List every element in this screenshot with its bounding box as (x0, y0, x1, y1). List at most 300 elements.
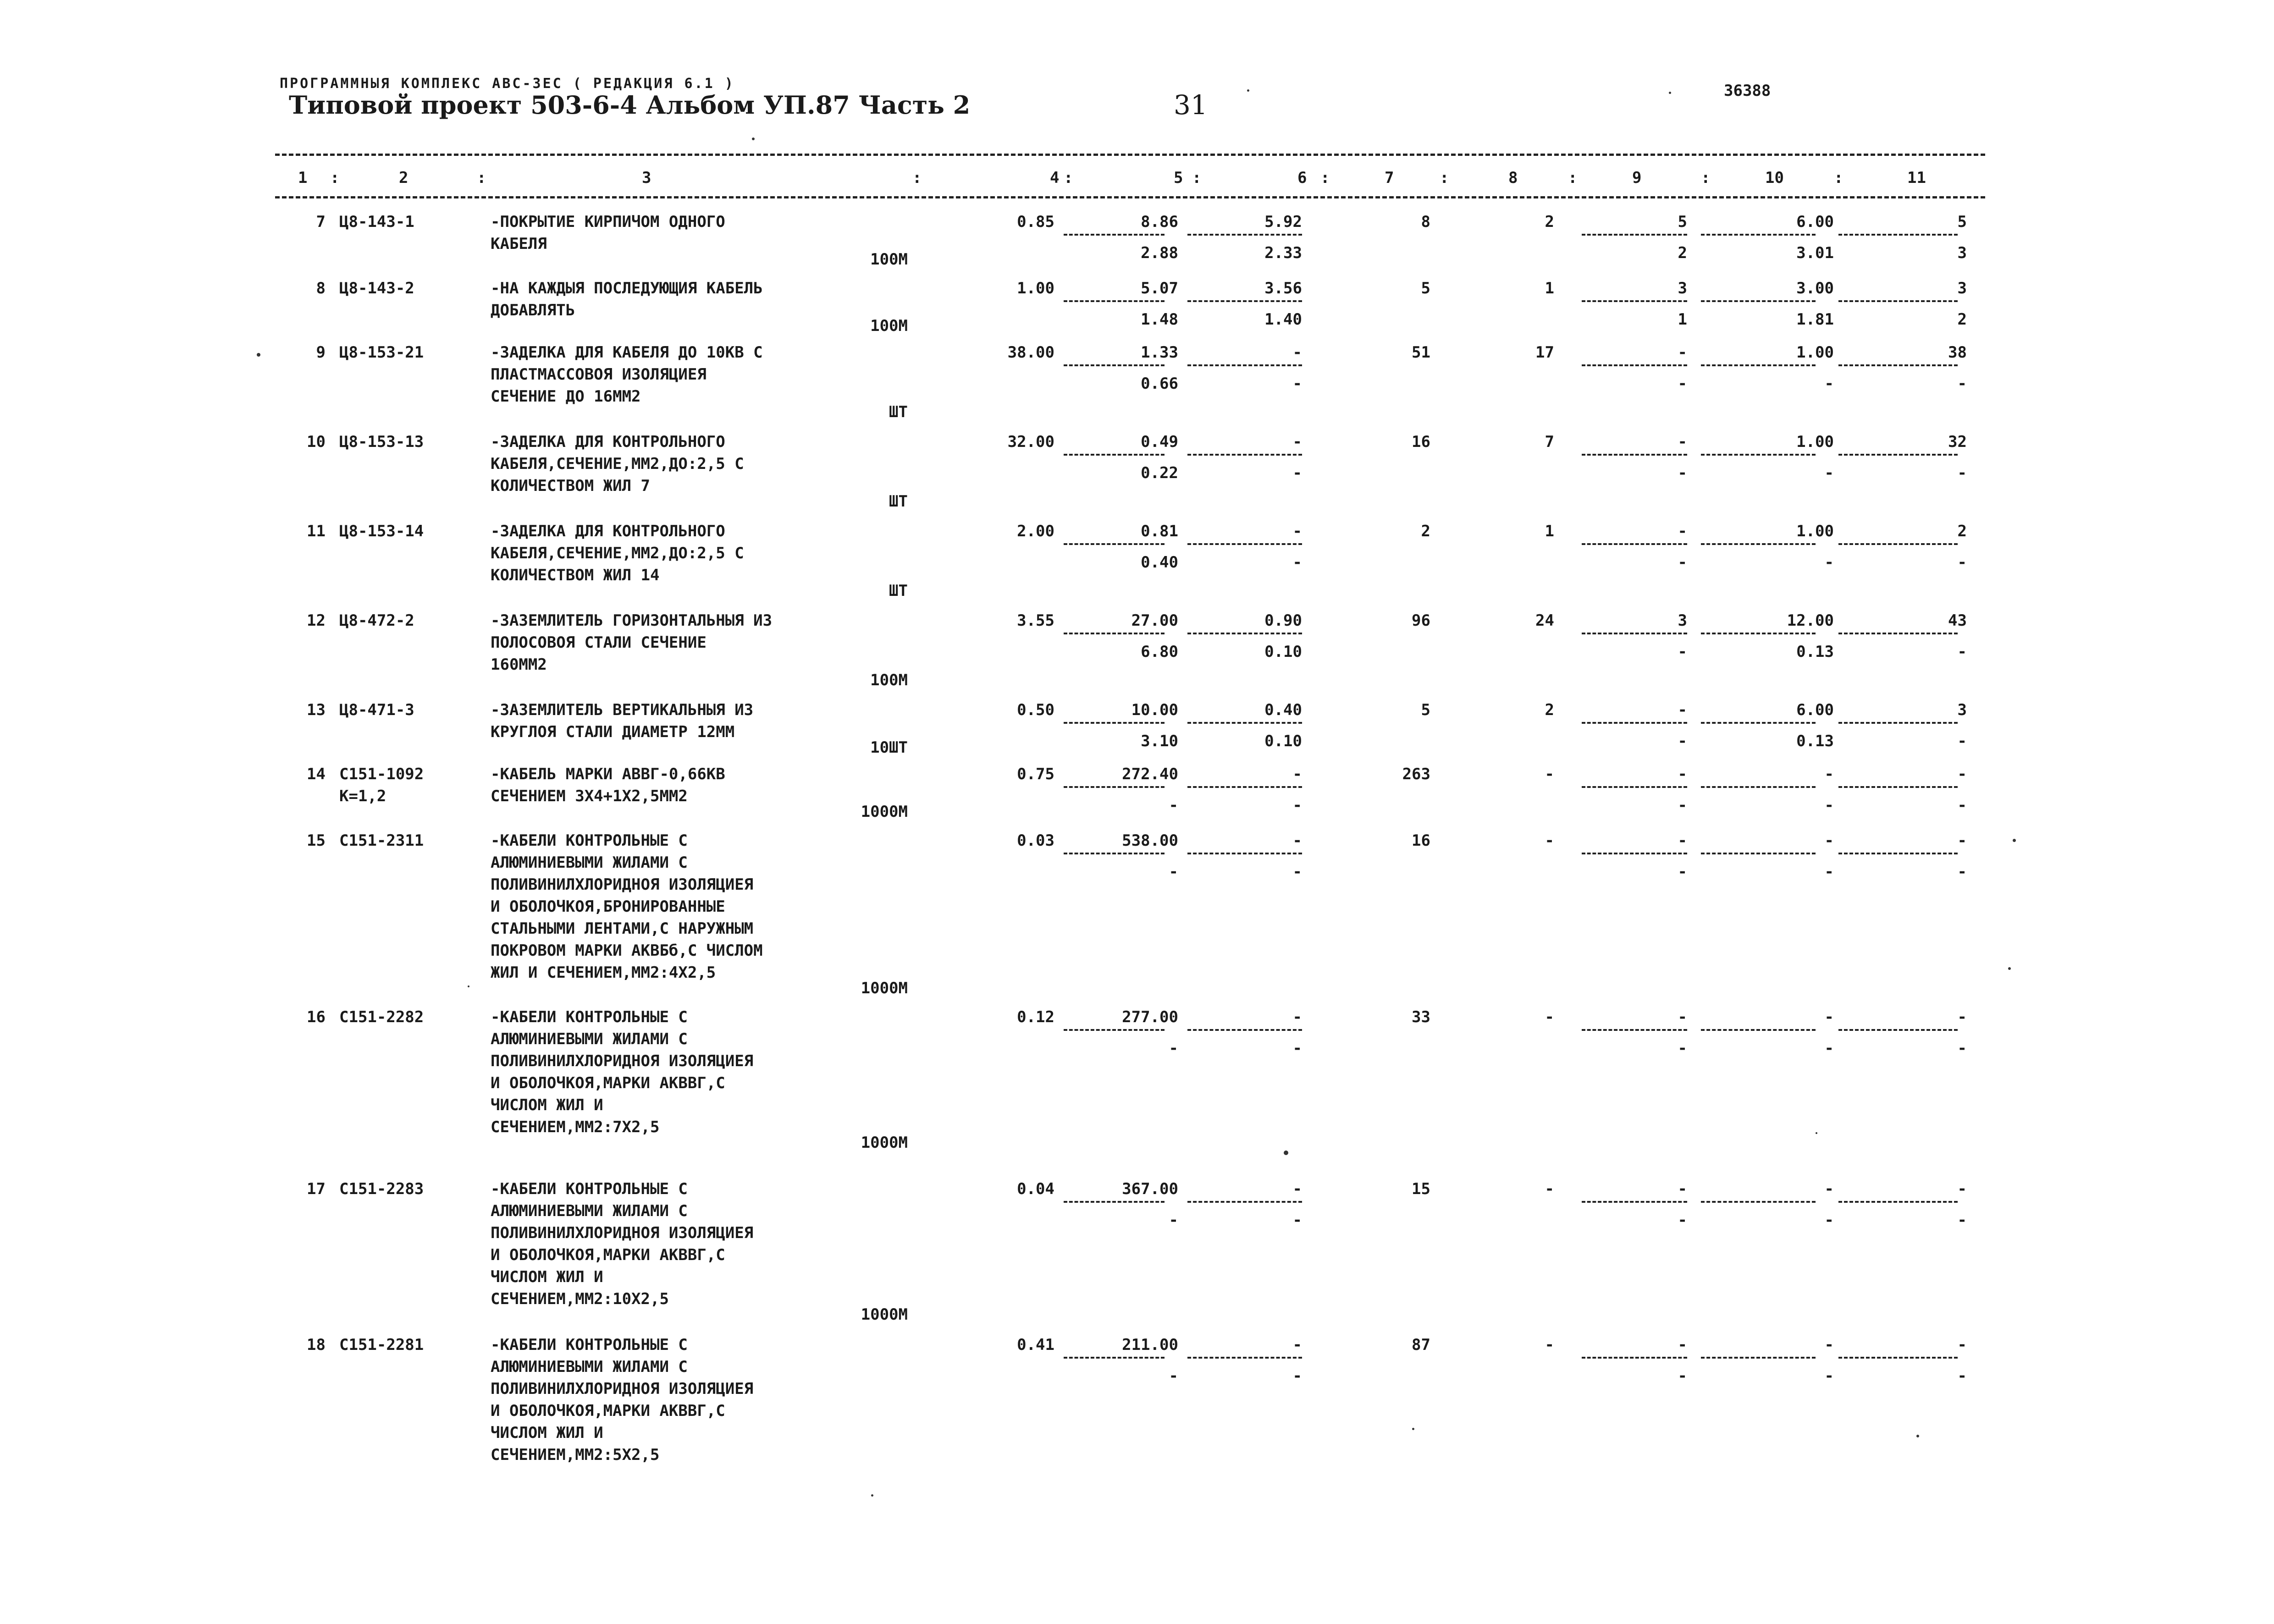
column-separator: : (477, 169, 486, 187)
work-description-line: ЖИЛ И СЕЧЕНИЕМ,ММ2:4Х2,5 (491, 963, 716, 982)
col5-value-lower: 6.80 (1141, 643, 1178, 661)
value-divider (1701, 1029, 1816, 1031)
work-description-line: -КАБЕЛИ КОНТРОЛЬНЫЕ С (491, 1008, 688, 1026)
col6-value: - (1292, 765, 1302, 783)
col7-value: 5 (1421, 701, 1430, 719)
col11-value: 2 (1957, 522, 1967, 540)
value-divider (1701, 853, 1816, 854)
col5-value: 277.00 (1122, 1008, 1178, 1026)
unit-of-measure: ШТ (889, 492, 908, 511)
quantity-value: 0.50 (1017, 701, 1054, 719)
col6-value: 0.40 (1264, 701, 1302, 719)
col8-value: - (1545, 1336, 1554, 1354)
work-description-line: ПОЛОСОВОЯ СТАЛИ СЕЧЕНИЕ (491, 633, 706, 652)
work-description-line: ПОЛИВИНИЛХЛОРИДНОЯ ИЗОЛЯЦИЕЯ (491, 1380, 754, 1398)
col6-value-lower: 0.10 (1264, 643, 1302, 661)
col10-value: 1.00 (1796, 343, 1834, 362)
value-divider (1701, 633, 1816, 634)
column-header-5: 5 (1174, 169, 1183, 187)
col6-value: - (1292, 522, 1302, 540)
col11-value: 3 (1957, 279, 1967, 297)
unit-of-measure: 1000М (861, 1134, 908, 1152)
col5-value-lower: 0.22 (1141, 464, 1178, 482)
col6-value: 0.90 (1264, 611, 1302, 630)
norm-code: Ц8-143-1 (339, 213, 414, 231)
work-description-line: СЕЧЕНИЕМ,ММ2:7Х2,5 (491, 1118, 660, 1136)
col9-value: - (1678, 701, 1687, 719)
row-number: 13 (307, 701, 326, 719)
col9-value-lower: - (1678, 796, 1687, 815)
norm-code: С151-1092 (339, 765, 424, 783)
work-description-line: -ЗАДЕЛКА ДЛЯ КОНТРОЛЬНОГО (491, 433, 725, 451)
unit-of-measure: 100М (870, 671, 908, 689)
column-separator: : (330, 169, 340, 187)
col6-value-lower: - (1292, 863, 1302, 881)
value-divider (1582, 786, 1687, 788)
col10-value-lower: - (1824, 863, 1834, 881)
col10-value-lower: - (1824, 1367, 1834, 1385)
table-top-rule (275, 154, 1985, 156)
col6-value-lower: - (1292, 374, 1302, 393)
scan-speck (752, 138, 755, 140)
unit-of-measure: 10ШТ (870, 738, 908, 757)
column-separator: : (1440, 169, 1449, 187)
value-divider (1582, 454, 1687, 456)
work-description-line: АЛЮМИНИЕВЫМИ ЖИЛАМИ С (491, 1358, 688, 1376)
col11-value-lower: - (1957, 732, 1967, 750)
value-divider (1838, 300, 1958, 302)
col6-value: 5.92 (1264, 213, 1302, 231)
value-divider (1064, 543, 1165, 545)
value-divider (1838, 364, 1958, 366)
col7-value: 8 (1421, 213, 1430, 231)
col5-value-lower: - (1169, 796, 1178, 815)
row-number: 12 (307, 611, 326, 630)
col6-value: - (1292, 433, 1302, 451)
col6-value-lower: 1.40 (1264, 310, 1302, 329)
col5-value-lower: 0.66 (1141, 374, 1178, 393)
col7-value: 15 (1412, 1180, 1430, 1198)
col11-value: - (1957, 1336, 1967, 1354)
value-divider (1838, 633, 1958, 634)
col6-value: - (1292, 343, 1302, 362)
col9-value-lower: - (1678, 374, 1687, 393)
col7-value: 96 (1412, 611, 1430, 630)
col9-value: - (1678, 765, 1687, 783)
row-number: 16 (307, 1008, 326, 1026)
value-divider (1064, 300, 1165, 302)
norm-coefficient: К=1,2 (339, 787, 386, 805)
col6-value-lower: - (1292, 553, 1302, 572)
col10-value-lower: - (1824, 1039, 1834, 1057)
col5-value-lower: - (1169, 1211, 1178, 1229)
col7-value: 2 (1421, 522, 1430, 540)
col5-value: 8.86 (1141, 213, 1178, 231)
col6-value-lower: 2.33 (1264, 244, 1302, 262)
quantity-value: 0.12 (1017, 1008, 1054, 1026)
value-divider (1701, 364, 1816, 366)
col9-value: - (1678, 1008, 1687, 1026)
column-separator: : (1064, 169, 1073, 187)
col11-value: - (1957, 831, 1967, 850)
norm-code: Ц8-143-2 (339, 279, 414, 297)
scan-speck (871, 1494, 873, 1497)
col7-value: 33 (1412, 1008, 1430, 1026)
col6-value-lower: - (1292, 464, 1302, 482)
col9-value: 5 (1678, 213, 1687, 231)
norm-code: С151-2282 (339, 1008, 424, 1026)
col11-value: 5 (1957, 213, 1967, 231)
col8-value: - (1545, 1180, 1554, 1198)
value-divider (1187, 454, 1302, 456)
unit-of-measure: 100М (870, 317, 908, 335)
work-description-line: -ПОКРЫТИЕ КИРПИЧОМ ОДНОГО (491, 213, 725, 231)
quantity-value: 38.00 (1007, 343, 1054, 362)
column-separator: : (1320, 169, 1330, 187)
value-divider (1187, 543, 1302, 545)
value-divider (1701, 1201, 1816, 1203)
col10-value-lower: 0.13 (1796, 643, 1834, 661)
col6-value: 3.56 (1264, 279, 1302, 297)
norm-code: С151-2281 (339, 1336, 424, 1354)
row-number: 18 (307, 1336, 326, 1354)
quantity-value: 0.75 (1017, 765, 1054, 783)
value-divider (1701, 543, 1816, 545)
scan-speck (257, 353, 260, 357)
col11-value: 32 (1948, 433, 1967, 451)
col10-value-lower: - (1824, 1211, 1834, 1229)
work-description-line: И ОБОЛОЧКОЯ,МАРКИ АКВВГ,С (491, 1074, 725, 1092)
quantity-value: 0.41 (1017, 1336, 1054, 1354)
work-description-line: СЕЧЕНИЕМ,ММ2:5Х2,5 (491, 1446, 660, 1464)
unit-of-measure: ШТ (889, 403, 908, 421)
value-divider (1064, 234, 1165, 236)
col9-value-lower: - (1678, 1367, 1687, 1385)
value-divider (1838, 722, 1958, 724)
col9-value-lower: - (1678, 863, 1687, 881)
value-divider (1064, 853, 1165, 854)
value-divider (1187, 1357, 1302, 1359)
col6-value: - (1292, 1336, 1302, 1354)
col10-value-lower: - (1824, 374, 1834, 393)
work-description-line: ДОБАВЛЯТЬ (491, 301, 575, 319)
value-divider (1701, 1357, 1816, 1359)
col5-value-lower: - (1169, 863, 1178, 881)
work-description-line: И ОБОЛОЧКОЯ,БРОНИРОВАННЫЕ (491, 897, 725, 916)
col10-value: - (1824, 1008, 1834, 1026)
col8-value: - (1545, 1008, 1554, 1026)
col5-value-lower: - (1169, 1367, 1178, 1385)
row-number: 8 (316, 279, 326, 297)
col7-value: 16 (1412, 831, 1430, 850)
row-number: 14 (307, 765, 326, 783)
value-divider (1582, 633, 1687, 634)
col5-value: 5.07 (1141, 279, 1178, 297)
col5-value-lower: 0.40 (1141, 553, 1178, 572)
col9-value-lower: 1 (1678, 310, 1687, 329)
unit-of-measure: 1000М (861, 979, 908, 997)
value-divider (1064, 364, 1165, 366)
col10-value: 12.00 (1787, 611, 1834, 630)
work-description-line: ЧИСЛОМ ЖИЛ И (491, 1424, 603, 1442)
column-header-7: 7 (1385, 169, 1394, 187)
row-number: 7 (316, 213, 326, 231)
value-divider (1064, 1357, 1165, 1359)
col6-value: - (1292, 831, 1302, 850)
work-description-line: АЛЮМИНИЕВЫМИ ЖИЛАМИ С (491, 853, 688, 872)
col11-value-lower: - (1957, 863, 1967, 881)
work-description-line: СЕЧЕНИЕ ДО 16ММ2 (491, 387, 641, 406)
value-divider (1838, 786, 1958, 788)
col8-value: 7 (1545, 433, 1554, 451)
col11-value: - (1957, 1008, 1967, 1026)
column-separator: : (1568, 169, 1578, 187)
col10-value: 6.00 (1796, 213, 1834, 231)
col9-value: - (1678, 1336, 1687, 1354)
col11-value-lower: - (1957, 553, 1967, 572)
col10-value-lower: 0.13 (1796, 732, 1834, 750)
unit-of-measure: 100М (870, 250, 908, 269)
scan-speck (1284, 1151, 1288, 1155)
col5-value-lower: 3.10 (1141, 732, 1178, 750)
value-divider (1838, 234, 1958, 236)
norm-code: С151-2311 (339, 831, 424, 850)
work-description-line: АЛЮМИНИЕВЫМИ ЖИЛАМИ С (491, 1030, 688, 1048)
col10-value: - (1824, 765, 1834, 783)
col5-value: 27.00 (1131, 611, 1178, 630)
work-description-line: И ОБОЛОЧКОЯ,МАРКИ АКВВГ,С (491, 1246, 725, 1264)
value-divider (1064, 1029, 1165, 1031)
work-description-line: ПЛАСТМАССОВОЯ ИЗОЛЯЦИЕЯ (491, 365, 706, 384)
row-number: 10 (307, 433, 326, 451)
value-divider (1838, 1029, 1958, 1031)
work-description-line: И ОБОЛОЧКОЯ,МАРКИ АКВВГ,С (491, 1402, 725, 1420)
col5-value: 1.33 (1141, 343, 1178, 362)
quantity-value: 1.00 (1017, 279, 1054, 297)
value-divider (1582, 364, 1687, 366)
work-description-line: 160ММ2 (491, 655, 547, 674)
col11-value-lower: 2 (1957, 310, 1967, 329)
value-divider (1838, 1201, 1958, 1203)
col10-value: 3.00 (1796, 279, 1834, 297)
col9-value: 3 (1678, 279, 1687, 297)
value-divider (1701, 454, 1816, 456)
value-divider (1064, 786, 1165, 788)
column-header-9: 9 (1632, 169, 1642, 187)
work-description-line: КОЛИЧЕСТВОМ ЖИЛ 7 (491, 477, 650, 495)
col6-value-lower: - (1292, 1211, 1302, 1229)
col11-value: - (1957, 765, 1967, 783)
col8-value: 1 (1545, 279, 1554, 297)
work-description-line: КАБЕЛЯ,СЕЧЕНИЕ,ММ2,ДО:2,5 С (491, 455, 744, 473)
column-header-8: 8 (1508, 169, 1518, 187)
column-separator: : (1192, 169, 1202, 187)
col5-value: 0.49 (1141, 433, 1178, 451)
norm-code: Ц8-153-13 (339, 433, 424, 451)
work-description-line: АЛЮМИНИЕВЫМИ ЖИЛАМИ С (491, 1202, 688, 1220)
value-divider (1838, 853, 1958, 854)
col7-value: 16 (1412, 433, 1430, 451)
col5-value: 367.00 (1122, 1180, 1178, 1198)
value-divider (1064, 1201, 1165, 1203)
norm-code: Ц8-471-3 (339, 701, 414, 719)
col5-value: 211.00 (1122, 1336, 1178, 1354)
unit-of-measure: ШТ (889, 582, 908, 600)
value-divider (1582, 853, 1687, 854)
work-description-line: -КАБЕЛЬ МАРКИ АВВГ-0,66КВ (491, 765, 725, 783)
value-divider (1582, 234, 1687, 236)
value-divider (1838, 543, 1958, 545)
col5-value: 272.40 (1122, 765, 1178, 783)
col5-value-lower: 2.88 (1141, 244, 1178, 262)
work-description-line: КАБЕЛЯ (491, 235, 547, 253)
col10-value: - (1824, 831, 1834, 850)
col10-value-lower: - (1824, 796, 1834, 815)
work-description-line: ЧИСЛОМ ЖИЛ И (491, 1096, 603, 1114)
col5-value-lower: 1.48 (1141, 310, 1178, 329)
col6-value: - (1292, 1180, 1302, 1198)
col11-value-lower: - (1957, 796, 1967, 815)
scan-speck (2008, 967, 2011, 970)
work-description-line: ПОЛИВИНИЛХЛОРИДНОЯ ИЗОЛЯЦИЕЯ (491, 1224, 754, 1242)
quantity-value: 3.55 (1017, 611, 1054, 630)
work-description-line: СЕЧЕНИЕМ 3Х4+1Х2,5ММ2 (491, 787, 688, 805)
column-header-3: 3 (642, 169, 651, 187)
col6-value: - (1292, 1008, 1302, 1026)
column-header-6: 6 (1297, 169, 1307, 187)
row-number: 11 (307, 522, 326, 540)
row-number: 17 (307, 1180, 326, 1198)
norm-code: Ц8-153-21 (339, 343, 424, 362)
column-header-11: 11 (1907, 169, 1926, 187)
col7-value: 5 (1421, 279, 1430, 297)
row-number: 15 (307, 831, 326, 850)
work-description-line: -ЗАДЕЛКА ДЛЯ КАБЕЛЯ ДО 10КВ С (491, 343, 763, 362)
col11-value-lower: - (1957, 1211, 1967, 1229)
col10-value: 6.00 (1796, 701, 1834, 719)
value-divider (1187, 786, 1302, 788)
document-number: 36388 (1724, 82, 1771, 100)
value-divider (1064, 454, 1165, 456)
work-description-line: -ЗАЗЕМЛИТЕЛЬ ГОРИЗОНТАЛЬНЫЯ ИЗ (491, 611, 773, 630)
column-header-4: 4 (1050, 169, 1060, 187)
value-divider (1582, 1201, 1687, 1203)
value-divider (1582, 543, 1687, 545)
work-description-line: КРУГЛОЯ СТАЛИ ДИАМЕТР 12ММ (491, 723, 735, 741)
unit-of-measure: 1000М (861, 1305, 908, 1324)
scan-speck (1412, 1428, 1414, 1430)
col11-value: - (1957, 1180, 1967, 1198)
value-divider (1187, 1029, 1302, 1031)
col11-value-lower: - (1957, 374, 1967, 393)
col10-value-lower: 1.81 (1796, 310, 1834, 329)
work-description-line: СЕЧЕНИЕМ,ММ2:10Х2,5 (491, 1290, 669, 1308)
norm-code: С151-2283 (339, 1180, 424, 1198)
col10-value-lower: - (1824, 553, 1834, 572)
col8-value: 2 (1545, 213, 1554, 231)
column-separator: : (1834, 169, 1843, 187)
value-divider (1187, 300, 1302, 302)
unit-of-measure: 1000М (861, 803, 908, 821)
work-description-line: КОЛИЧЕСТВОМ ЖИЛ 14 (491, 566, 660, 584)
value-divider (1838, 1357, 1958, 1359)
col10-value: - (1824, 1180, 1834, 1198)
work-description-line: ПОЛИВИНИЛХЛОРИДНОЯ ИЗОЛЯЦИЕЯ (491, 1052, 754, 1070)
work-description-line: -КАБЕЛИ КОНТРОЛЬНЫЕ С (491, 831, 688, 850)
norm-code: Ц8-472-2 (339, 611, 414, 630)
col10-value-lower: - (1824, 464, 1834, 482)
work-description-line: -ЗАДЕЛКА ДЛЯ КОНТРОЛЬНОГО (491, 522, 725, 540)
value-divider (1187, 234, 1302, 236)
value-divider (1701, 300, 1816, 302)
quantity-value: 0.03 (1017, 831, 1054, 850)
table-header-rule (275, 196, 1985, 198)
value-divider (1187, 633, 1302, 634)
col11-value: 43 (1948, 611, 1967, 630)
work-description-line: -КАБЕЛИ КОНТРОЛЬНЫЕ С (491, 1180, 688, 1198)
value-divider (1701, 234, 1816, 236)
value-divider (1701, 786, 1816, 788)
col9-value: - (1678, 343, 1687, 362)
col6-value-lower: - (1292, 1367, 1302, 1385)
work-description-line: КАБЕЛЯ,СЕЧЕНИЕ,ММ2,ДО:2,5 С (491, 544, 744, 562)
work-description-line: ЧИСЛОМ ЖИЛ И (491, 1268, 603, 1286)
col8-value: - (1545, 765, 1554, 783)
quantity-value: 2.00 (1017, 522, 1054, 540)
col9-value-lower: - (1678, 732, 1687, 750)
project-title: Типовой проект 503-6-4 Альбом УП.87 Часть 2 (289, 90, 971, 120)
work-description-line: СТАЛЬНЫМИ ЛЕНТАМИ,С НАРУЖНЫМ (491, 919, 754, 938)
scan-speck (1669, 92, 1671, 94)
column-separator: : (912, 169, 922, 187)
value-divider (1582, 1357, 1687, 1359)
quantity-value: 32.00 (1007, 433, 1054, 451)
col7-value: 263 (1402, 765, 1430, 783)
value-divider (1187, 853, 1302, 854)
col8-value: 24 (1535, 611, 1554, 630)
value-divider (1187, 1201, 1302, 1203)
value-divider (1187, 722, 1302, 724)
scan-speck (1816, 1132, 1817, 1134)
scan-speck (1916, 1435, 1919, 1437)
col8-value: - (1545, 831, 1554, 850)
value-divider (1701, 722, 1816, 724)
col9-value-lower: - (1678, 553, 1687, 572)
quantity-value: 0.85 (1017, 213, 1054, 231)
col9-value-lower: - (1678, 464, 1687, 482)
col9-value: - (1678, 1180, 1687, 1198)
norm-code: Ц8-153-14 (339, 522, 424, 540)
row-number: 9 (316, 343, 326, 362)
scan-speck (1247, 89, 1249, 92)
col9-value: - (1678, 831, 1687, 850)
value-divider (1582, 300, 1687, 302)
col10-value: 1.00 (1796, 522, 1834, 540)
col8-value: 17 (1535, 343, 1554, 362)
quantity-value: 0.04 (1017, 1180, 1054, 1198)
column-header-10: 10 (1765, 169, 1784, 187)
column-separator: : (1701, 169, 1711, 187)
col11-value: 38 (1948, 343, 1967, 362)
column-header-2: 2 (399, 169, 408, 187)
value-divider (1582, 722, 1687, 724)
col6-value-lower: 0.10 (1264, 732, 1302, 750)
col11-value-lower: - (1957, 464, 1967, 482)
col9-value: - (1678, 522, 1687, 540)
col8-value: 1 (1545, 522, 1554, 540)
scan-speck (2013, 839, 2016, 842)
col9-value-lower: - (1678, 643, 1687, 661)
